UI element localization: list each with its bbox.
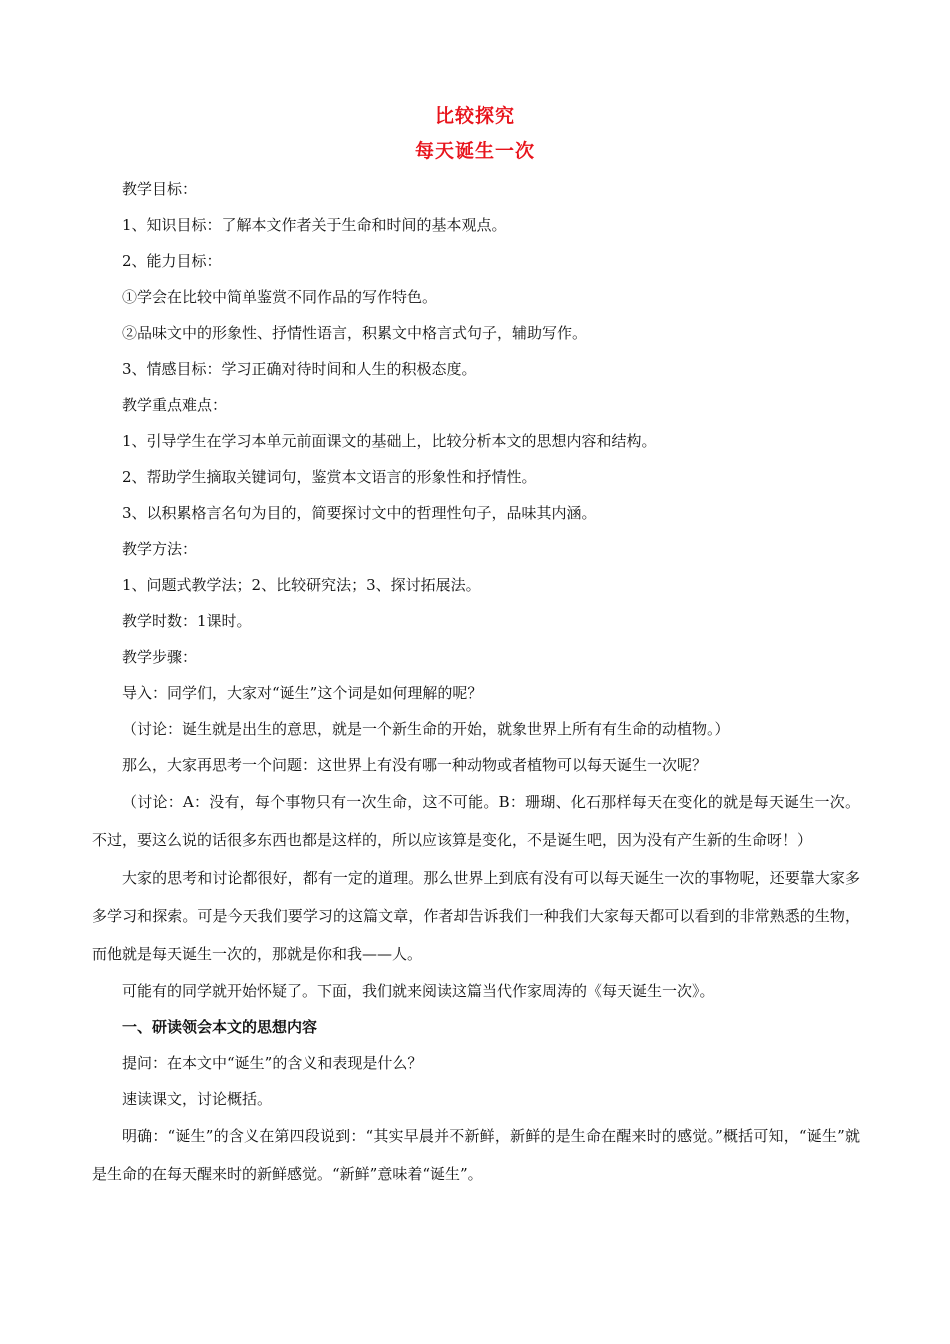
- document-subtitle: 每天诞生一次: [414, 140, 535, 162]
- section-1-heading: 一、研读领会本文的思想内容: [122, 1018, 318, 1036]
- section-1-instruction: 速读课文，讨论概括。: [122, 1090, 273, 1108]
- discussion-2: （讨论：A：没有，每个事物只有一次生命，这不可能。B：珊瑚、化石那样每天在变化的就是每天诞生一次。不过，要这么说的话很多东西也都是这样的，所以应该算是变化，不是诞生吧，因为没有产生新的生命呀！）: [92, 793, 860, 849]
- heading-methods: 教学方法：: [122, 540, 198, 558]
- goal-knowledge: 1、知识目标：了解本文作者关于生命和时间的基本观点。: [122, 216, 507, 234]
- intro-question: 导入：同学们，大家对“诞生”这个词是如何理解的呢？: [122, 684, 483, 702]
- heading-key-points: 教学重点难点：: [122, 396, 228, 414]
- section-1-question: 提问：在本文中“诞生”的含义和表现是什么？: [122, 1054, 423, 1072]
- key-point-1: 1、引导学生在学习本单元前面课文的基础上，比较分析本文的思想内容和结构。: [122, 432, 657, 450]
- teaching-hours: 教学时数：1课时。: [122, 612, 252, 630]
- goal-ability: 2、能力目标：: [122, 252, 222, 270]
- follow-up-question: 那么，大家再思考一个问题：这世界上有没有哪一种动物或者植物可以每天诞生一次呢？: [122, 756, 708, 774]
- document-body: [92, 171, 860, 1193]
- section-1-answer: 明确：“诞生”的含义在第四段说到：“其实早晨并不新鲜，新鲜的是生命在醒来时的感觉。”概括可知，“诞生”就是生命的在每天醒来时的新鲜感觉。“新鲜”意味着“诞生”。: [92, 1127, 860, 1183]
- discussion-1: （讨论：诞生就是出生的意思，就是一个新生命的开始，就象世界上所有有生命的动植物。）: [122, 720, 730, 738]
- key-point-3: 3、以积累格言名句为目的，简要探讨文中的哲理性句子，品味其内涵。: [122, 504, 597, 522]
- methods-list: 1、问题式教学法；2、比较研究法；3、探讨拓展法。: [122, 576, 481, 594]
- goal-ability-item-1: ①学会在比较中简单鉴赏不同作品的写作特色。: [122, 288, 438, 306]
- goal-ability-item-2: ②品味文中的形象性、抒情性语言，积累文中格言式句子，辅助写作。: [122, 324, 588, 342]
- heading-teaching-goals: 教学目标：: [122, 180, 198, 198]
- document-title: 比较探究: [434, 105, 515, 127]
- goal-emotion: 3、情感目标：学习正确对待时间和人生的积极态度。: [122, 360, 477, 378]
- intro-reading: 可能有的同学就开始怀疑了。下面，我们就来阅读这篇当代作家周涛的《每天诞生一次》。: [122, 982, 715, 1000]
- key-point-2: 2、帮助学生摘取关键词句，鉴赏本文语言的形象性和抒情性。: [122, 468, 537, 486]
- heading-steps: 教学步骤：: [122, 648, 198, 666]
- summary-paragraph: 大家的思考和讨论都很好，都有一定的道理。那么世界上到底有没有可以每天诞生一次的事物呢，还要靠大家多多学习和探索。可是今天我们要学习的这篇文章，作者却告诉我们一种我们大家每天都可以看到的非常熟悉的生物，而他就是每天诞生一次的，那就是你和我——人。: [92, 869, 860, 963]
